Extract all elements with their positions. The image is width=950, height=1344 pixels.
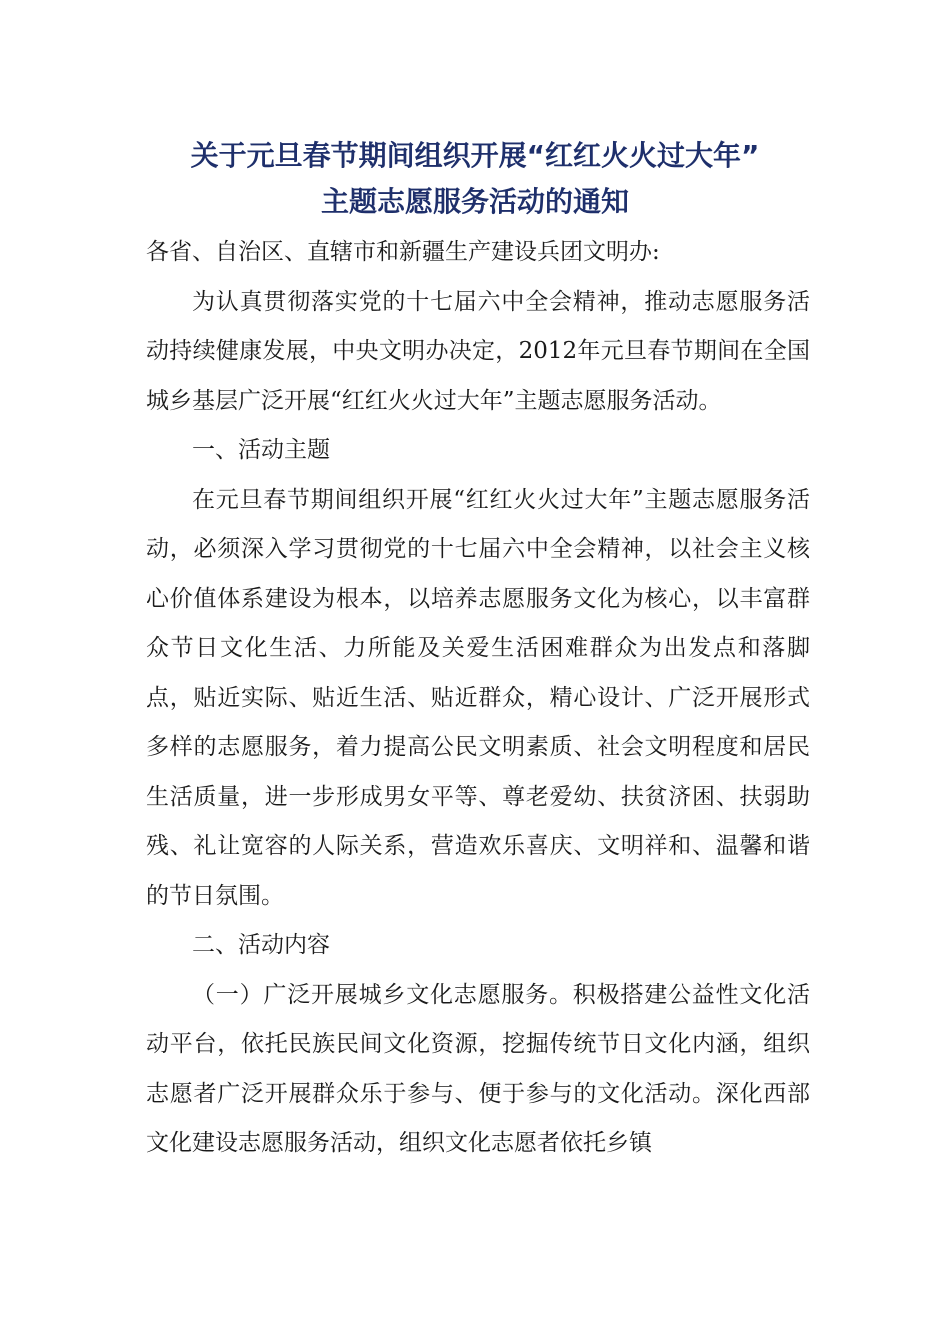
document-body — [146, 228, 810, 1169]
section1-paragraph: 在元旦春节期间组织开展“红红火火过大年”主题志愿服务活动，必须深入学习贯彻党的十七届六中全会精神，以社会主义核心价值体系建设为根本，以培养志愿服务文化为核心，以丰富群众节日文化生活、力所能及关爱生活困难群众为出发点和落脚点，贴近实际、贴近生活、贴近群众，精心设计、广泛开展形式多样的志愿服务，着力提高公民文明素质、社会文明程度和居民生活质量，进一步形成男女平等、尊老爱幼、扶贫济困、扶弱助残、礼让宽容的人际关系，营造欢乐喜庆、文明祥和、温馨和谐的节日氛围。 — [146, 486, 810, 909]
salutation: 各省、自治区、直辖市和新疆生产建设兵团文明办: — [146, 239, 660, 265]
document-title-line1: 关于元旦春节期间组织开展“红红火火过大年” — [190, 139, 760, 172]
intro-paragraph: 为认真贯彻落实党的十七届六中全会精神，推动志愿服务活动持续健康发展，中央文明办决定，2012年元旦春节期间在全国城乡基层广泛开展“红红火火过大年”主题志愿服务活动。 — [146, 288, 810, 414]
section2-item1-paragraph: （一）广泛开展城乡文化志愿服务。积极搭建公益性文化活动平台，依托民族民间文化资源，挖掘传统节日文化内涵，组织志愿者广泛开展群众乐于参与、便于参与的文化活动。深化西部文化建设志愿服务活动，组织文化志愿者依托乡镇 — [146, 981, 810, 1156]
section2-heading: 二、活动内容 — [192, 932, 330, 958]
section1-heading: 一、活动主题 — [192, 437, 330, 463]
document-title-line2: 主题志愿服务活动的通知 — [320, 185, 629, 218]
